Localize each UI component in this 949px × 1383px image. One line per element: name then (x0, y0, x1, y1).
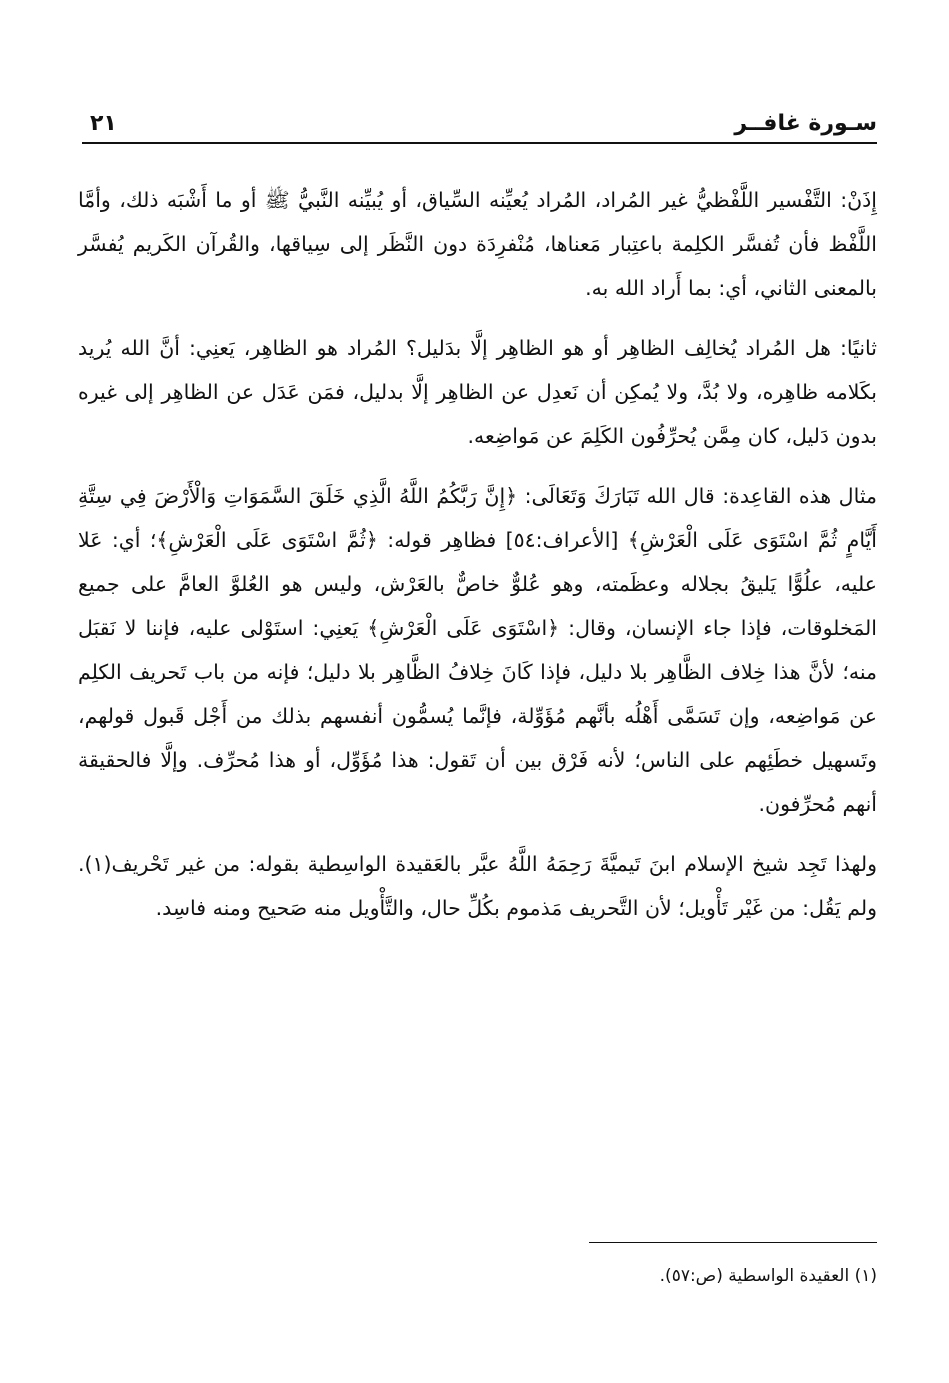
footnote-divider (589, 1242, 877, 1243)
paragraph-2: ثانيًا: هل المُراد يُخالِف الظاهِر أو هو الظاهِر إلَّا بدَليل؟ المُراد هو الظاهِر، يَعنِي: أنَّ الله يُريد بكَلامه ظاهِره، ولا بُدَّ، ولا يُمكِن أن نَعدِل عن الظاهِر إلَّا بدليل، فمَن عَدَل عن الظاهِر إلى غيره بدون دَليل، كان مِمَّن يُحرِّفُون الكَلِمَ عن مَواضِعه. (78, 336, 877, 448)
page-number: ٢١ (90, 111, 117, 136)
paragraph-3: مثال هذه القاعِدة: قال الله تَبَارَكَ وَتَعَالَى: ﴿إِنَّ رَبَّكُمُ اللَّهُ الَّذِي خَلَقَ السَّمَوَاتِ وَالْأَرْضَ فِي سِتَّةِ أَيَّامٍ ثُمَّ اسْتَوَى عَلَى الْعَرْشِ﴾ [الأعراف:٥٤] فظاهِر قوله: ﴿ثُمَّ اسْتَوَى عَلَى الْعَرْشِ﴾؛ أي: عَلا عليه، علُوًّا يَليقُ بجلاله وعظَمته، وهو عُلوٌّ خاصٌّ بالعَرْش، وليس هو العُلوَّ العامَّ على جميع المَخلوقات، فإذا جاء الإنسان، وقال: ﴿اسْتَوَى عَلَى الْعَرْشِ﴾ يَعنِي: استَوْلى عليه، فإننا لا نَقبَل منه؛ لأنَّ هذا خِلاف الظَّاهِر بلا دليل، فإذا كَانَ خِلافُ الظَّاهِر بلا دليل؛ فإنه من باب تَحريف الكلِم عن مَواضِعه، وإن تَسَمَّى أَهْلُه بأنَّهم مُؤَوِّلة، فإنَّما يُسمُّون أنفسهم بذلك من أَجْل قَبول قولهم، وتَسهيل خطَئِهم على الناس؛ لأنه فَرْق بين أن تَقول: هذا مُؤَوِّل، أو هذا مُحرِّف. وإلَّا فالحقيقة أنهم مُحرِّفون. (78, 484, 877, 816)
body-text (78, 178, 877, 946)
surah-title: سـورة غافــر (734, 111, 877, 136)
page-header (82, 96, 877, 144)
paragraph-4: ولهذا تَجِد شيخ الإسلام ابنَ تَيميَّةَ رَحِمَهُ اللَّهُ عبَّر بالعَقيدة الواسِطية بقوله: من غير تَحْريف(١). ولم يَقُل: من غَيْر تَأْويل؛ لأن التَّحريف مَذموم بكُلِّ حال، والتَّأْويل منه صَحيح ومنه فاسِد. (78, 852, 877, 920)
footnote: (١) العقيدة الواسطية (ص:٥٧). (659, 1266, 877, 1286)
paragraph-1: إِذَنْ: التَّفْسير اللَّفْظيُّ غير المُراد، المُراد يُعيِّنه السِّياق، أو يُبيِّنه النَّبيُّ ﷺ أو ما أَشْبَه ذلك، وأمَّا اللَّفْظ فأن تُفسَّر الكلِمة باعتِبار مَعناها، مُنْفرِدَة دون النَّظَر إلى سِياقها، والقُرآن الكَريم يُفسَّر بالمعنى الثاني، أي: بما أَراد الله به. (78, 188, 877, 300)
